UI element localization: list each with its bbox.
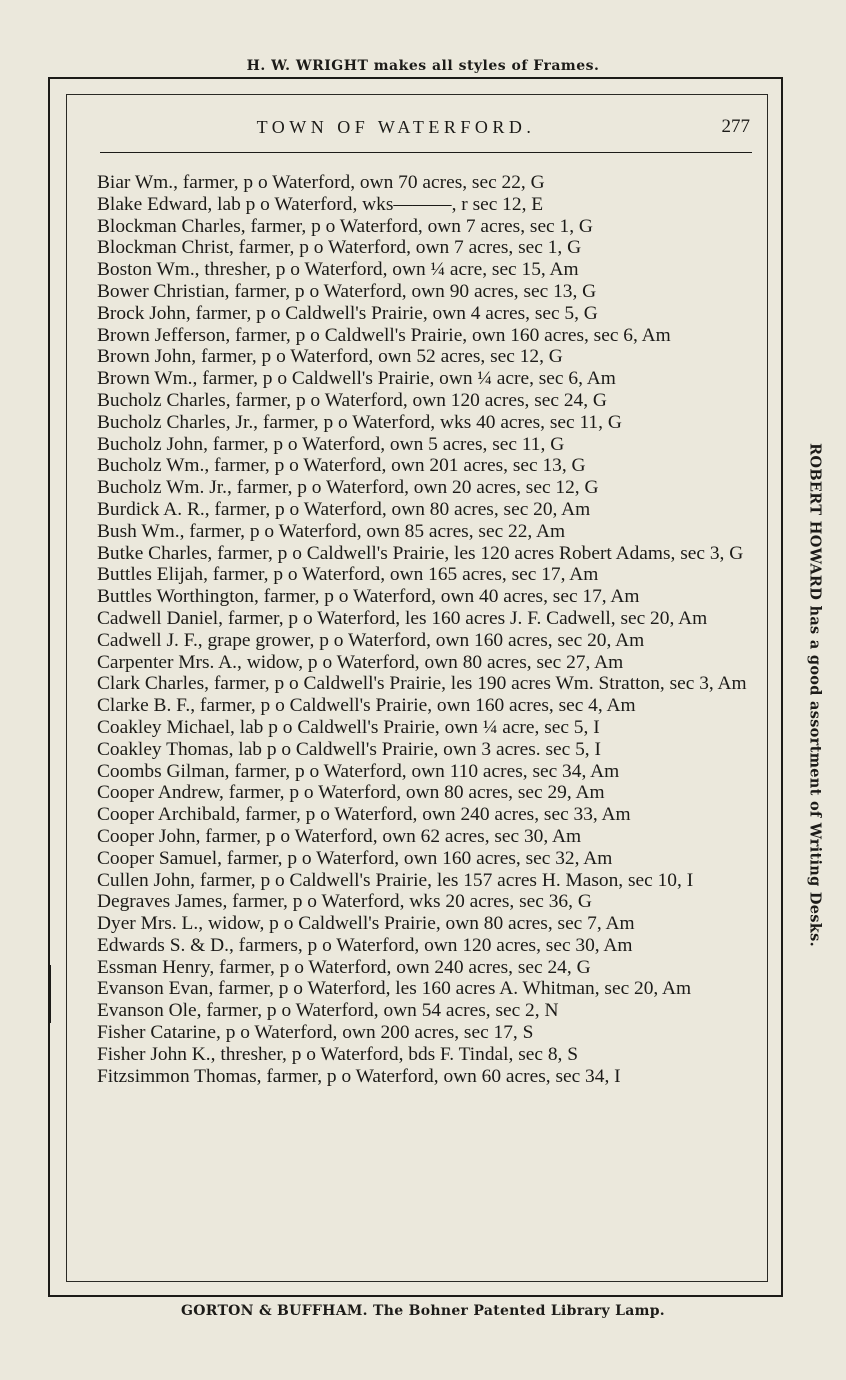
directory-entry: Cadwell J. F., grape grower, p o Waterford, own 160 acres, sec 20, Am — [97, 629, 645, 651]
directory-entry: Cooper Samuel, farmer, p o Waterford, own 160 acres, sec 32, Am — [97, 847, 613, 869]
page-title: TOWN OF WATERFORD. — [256, 117, 536, 137]
directory-entry: Brock John, farmer, p o Caldwell's Prairie, own 4 acres, sec 5, G — [97, 302, 598, 324]
directory-entry: Carpenter Mrs. A., widow, p o Waterford, own 80 acres, sec 27, Am — [97, 651, 624, 673]
directory-entry: Blake Edward, lab p o Waterford, wks———, r sec 12, E — [97, 193, 544, 215]
directory-entry: Dyer Mrs. L., widow, p o Caldwell's Prairie, own 80 acres, sec 7, Am — [97, 913, 635, 935]
directory-entry: Fisher John K., thresher, p o Waterford, bds F. Tindal, sec 8, S — [97, 1043, 579, 1065]
directory-entry: Butke Charles, farmer, p o Caldwell's Prairie, les 120 acres Robert Adams, sec 3, G — [97, 542, 744, 564]
directory-entry: Coakley Thomas, lab p o Caldwell's Prairie, own 3 acres. sec 5, I — [97, 738, 601, 760]
directory-entry: Brown Wm., farmer, p o Caldwell's Prairie, own ¼ acre, sec 6, Am — [97, 368, 616, 390]
directory-entry: Evanson Evan, farmer, p o Waterford, les 160 acres A. Whitman, sec 20, Am — [97, 978, 692, 1000]
directory-entry: Bucholz Wm., farmer, p o Waterford, own 201 acres, sec 13, G — [97, 455, 586, 477]
directory-entry: Clark Charles, farmer, p o Caldwell's Prairie, les 190 acres Wm. Stratton, sec 3, Am — [97, 673, 747, 695]
directory-entry: Bucholz John, farmer, p o Waterford, own 5 acres, sec 11, G — [97, 433, 565, 455]
directory-entry: Blockman Charles, farmer, p o Waterford, own 7 acres, sec 1, G — [97, 215, 593, 237]
header-rule — [100, 152, 752, 153]
margin-mark — [49, 965, 51, 1023]
directory-entry: Burdick A. R., farmer, p o Waterford, own 80 acres, sec 20, Am — [97, 498, 591, 520]
directory-entry: Boston Wm., thresher, p o Waterford, own ¼ acre, sec 15, Am — [97, 259, 579, 281]
directory-entry: Bower Christian, farmer, p o Waterford, own 90 acres, sec 13, G — [97, 280, 597, 302]
directory-entry: Bush Wm., farmer, p o Waterford, own 85 acres, sec 22, Am — [97, 520, 566, 542]
directory-entry: Coakley Michael, lab p o Caldwell's Prairie, own ¼ acre, sec 5, I — [97, 716, 600, 738]
directory-entry: Bucholz Charles, farmer, p o Waterford, own 120 acres, sec 24, G — [97, 389, 607, 411]
directory-entry: Blockman Christ, farmer, p o Waterford, own 7 acres, sec 1, G — [97, 237, 582, 259]
directory-entry: Cullen John, farmer, p o Caldwell's Prairie, les 157 acres H. Mason, sec 10, I — [97, 869, 694, 891]
directory-entry: Biar Wm., farmer, p o Waterford, own 70 acres, sec 22, G — [97, 172, 545, 193]
page-number: 277 — [721, 116, 750, 137]
directory-entry: Cooper Archibald, farmer, p o Waterford, own 240 acres, sec 33, Am — [97, 804, 631, 826]
top-advertisement: H. W. WRIGHT makes all styles of Frames. — [246, 58, 600, 74]
directory-entry: Degraves James, farmer, p o Waterford, wks 20 acres, sec 36, G — [97, 891, 592, 913]
bottom-advertisement: GORTON & BUFFHAM. The Bohner Patented Library Lamp. — [181, 1303, 665, 1319]
page-header — [100, 115, 752, 143]
directory-entry: Brown Jefferson, farmer, p o Caldwell's Prairie, own 160 acres, sec 6, Am — [97, 324, 671, 346]
directory-entry: Bucholz Wm. Jr., farmer, p o Waterford, own 20 acres, sec 12, G — [97, 477, 599, 499]
directory-entry: Bucholz Charles, Jr., farmer, p o Waterford, wks 40 acres, sec 11, G — [97, 411, 622, 433]
directory-entry: Fisher Catarine, p o Waterford, own 200 acres, sec 17, S — [97, 1022, 534, 1044]
directory-entry: Edwards S. & D., farmers, p o Waterford, own 120 acres, sec 30, Am — [97, 934, 633, 956]
directory-listing — [97, 172, 752, 1087]
directory-entry: Brown John, farmer, p o Waterford, own 52 acres, sec 12, G — [97, 346, 563, 368]
directory-entry: Cooper John, farmer, p o Waterford, own 62 acres, sec 30, Am — [97, 825, 582, 847]
directory-entry: Buttles Worthington, farmer, p o Waterford, own 40 acres, sec 17, Am — [97, 586, 640, 608]
side-advertisement-text: ROBERT HOWARD has a good assortment of Writing Desks. — [806, 443, 824, 947]
directory-entry: Cadwell Daniel, farmer, p o Waterford, les 160 acres J. F. Cadwell, sec 20, Am — [97, 607, 708, 629]
directory-entry: Cooper Andrew, farmer, p o Waterford, own 80 acres, sec 29, Am — [97, 782, 605, 804]
directory-entry: Fitzsimmon Thomas, farmer, p o Waterford, own 60 acres, sec 34, I — [97, 1065, 621, 1087]
directory-entry: Buttles Elijah, farmer, p o Waterford, own 165 acres, sec 17, Am — [97, 564, 599, 586]
directory-entry: Coombs Gilman, farmer, p o Waterford, own 110 acres, sec 34, Am — [97, 760, 620, 782]
directory-entry: Clarke B. F., farmer, p o Caldwell's Prairie, own 160 acres, sec 4, Am — [97, 695, 636, 717]
directory-entry: Essman Henry, farmer, p o Waterford, own 240 acres, sec 24, G — [97, 956, 591, 978]
directory-entry: Evanson Ole, farmer, p o Waterford, own 54 acres, sec 2, N — [97, 1000, 559, 1022]
